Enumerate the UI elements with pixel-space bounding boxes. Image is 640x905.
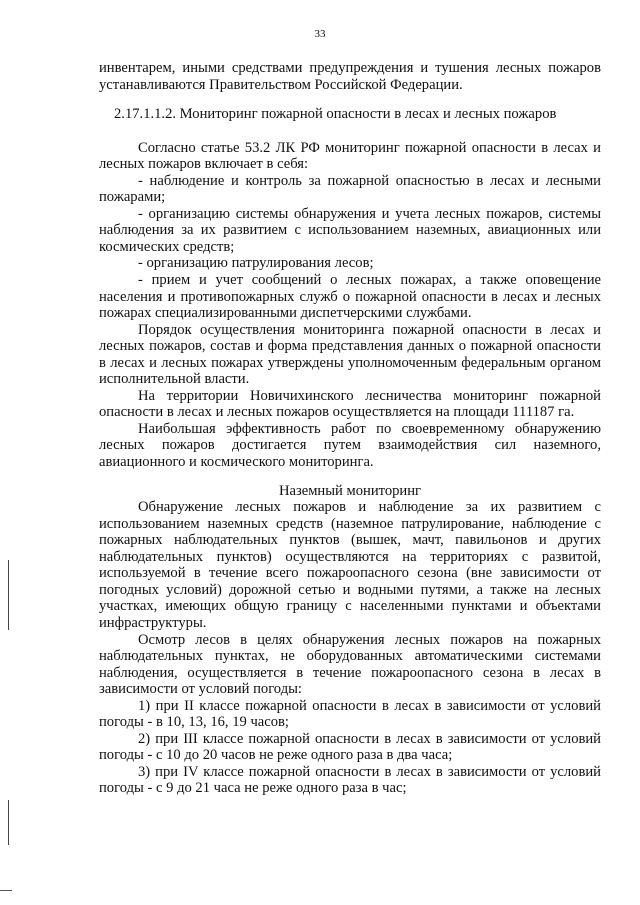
list-item: - организацию патрулирования лесов; <box>138 255 374 272</box>
list-item: 2) при III классе пожарной опасности в лесах в зависимости от условий погоды - с 10 до 20 часов не реже одного раза в два часа; <box>99 730 601 764</box>
paragraph: Обнаружение лесных пожаров и наблюдение за их развитием с использованием наземных средств (наземное патрулирование, наблюдение с пожарных наблюдательных пунктов (вышек, мачт, павильонов и других наблюдательных пунктов) осуществляются на территориях с развитой, используемой в течение всего пожароопасного сезона (вне зависимости от погодных условий) дорожной сетью и водными путями, а также на лесных участках, имеющих общую границу с населенными пунктами и объектами инфраструктуры. <box>99 499 601 631</box>
scan-edge-mark <box>0 890 12 891</box>
scan-edge-line <box>8 560 9 630</box>
list-item: 3) при IV классе пожарной опасности в лесах в зависимости от условий погоды - с 9 до 21 часа не реже одного раза в час; <box>99 763 601 797</box>
section-title: 2.17.1.1.2. Мониторинг пожарной опасности в лесах и лесных пожаров <box>114 106 557 123</box>
paragraph: Наибольшая эффективность работ по своевременному обнаружению лесных пожаров достигается путем взаимодействия сил наземного, авиационного и космического мониторинга. <box>99 420 601 471</box>
subheading: Наземный мониторинг <box>278 482 422 499</box>
paragraph: инвентарем, иными средствами предупреждения и тушения лесных пожаров устанавливаются Правительством Российской Федерации. <box>99 60 601 93</box>
paragraph: На территории Новичихинского лесничества мониторинг пожарной опасности в лесах и лесных пожаров осуществляется на площади 111187 га. <box>99 387 601 421</box>
paragraph: Порядок осуществления мониторинга пожарной опасности в лесах и лесных пожаров, состав и форма представления данных о пожарной опасности в лесах и лесных пожарах утверждены уполномоченным федеральным органом исполнительной власти. <box>99 321 601 388</box>
document-body <box>99 60 601 797</box>
list-item: - прием и учет сообщений о лесных пожарах, а также оповещение населения и противопожарных служб о пожарной опасности в лесах и лесных пожарах специализированными диспетчерскими службами. <box>99 272 601 322</box>
paragraph: Согласно статье 53.2 ЛК РФ мониторинг пожарной опасности в лесах и лесных пожаров включает в себя: <box>99 139 601 173</box>
list-item: - организацию системы обнаружения и учета лесных пожаров, системы наблюдения за их развитием с использованием наземных, авиационных или космических средств; <box>99 205 601 255</box>
paragraph: Осмотр лесов в целях обнаружения лесных пожаров на пожарных наблюдательных пунктах, не оборудованных автоматическими системами наблюдения, осуществляется в течение пожароопасного сезона в лесах в зависимости от условий погоды: <box>99 631 601 698</box>
list-item: - наблюдение и контроль за пожарной опасностью в лесах и лесными пожарами; <box>99 172 601 206</box>
page-number: 33 <box>314 28 326 40</box>
list-item: 1) при II классе пожарной опасности в лесах в зависимости от условий погоды - в 10, 13, 16, 19 часов; <box>99 697 601 731</box>
scan-edge-line <box>8 800 9 845</box>
